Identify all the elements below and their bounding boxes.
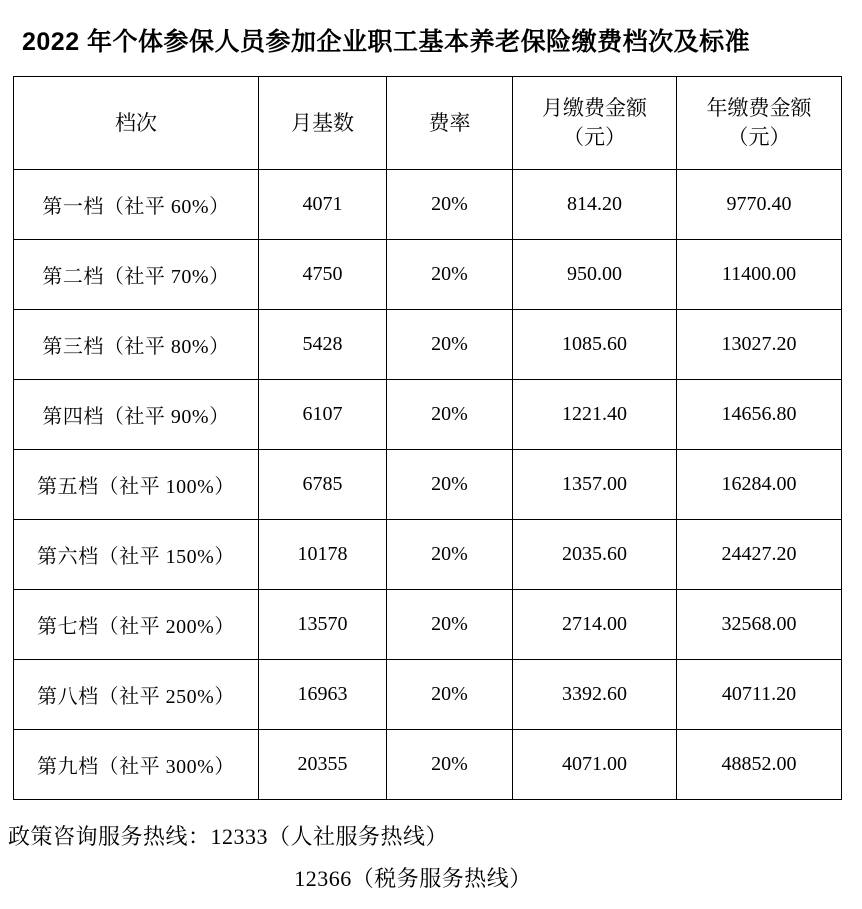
cell-base: 6107: [259, 380, 387, 450]
column-header-monthly-amount-line1: 月缴费金额: [542, 96, 647, 120]
table-row: [14, 590, 842, 660]
cell-base: 6785: [259, 450, 387, 520]
cell-tier: 第七档（社平 200%）: [14, 590, 259, 660]
cell-rate: 20%: [387, 590, 513, 660]
column-header-tier: 档次: [14, 77, 259, 170]
column-header-rate: 费率: [387, 77, 513, 170]
cell-yearly: 40711.20: [677, 660, 842, 730]
column-header-yearly-amount-line2: （元）: [727, 125, 791, 149]
column-header-yearly-amount-line1: 年缴费金额: [706, 96, 812, 120]
table-row: [14, 310, 842, 380]
cell-rate: 20%: [387, 730, 513, 800]
cell-monthly: 3392.60: [513, 660, 677, 730]
column-header-monthly-amount: [513, 77, 677, 170]
hotline-primary: 政策咨询服务热线：12333（人社服务热线）: [8, 824, 449, 849]
cell-monthly: 1221.40: [513, 380, 677, 450]
table-row: [14, 380, 842, 450]
table-row: [14, 660, 842, 730]
cell-rate: 20%: [387, 380, 513, 450]
cell-tier: 第四档（社平 90%）: [14, 380, 259, 450]
cell-base: 13570: [259, 590, 387, 660]
cell-monthly: 950.00: [513, 240, 677, 310]
table-row: [14, 730, 842, 800]
cell-yearly: 13027.20: [677, 310, 842, 380]
cell-rate: 20%: [387, 660, 513, 730]
cell-base: 10178: [259, 520, 387, 590]
cell-yearly: 16284.00: [677, 450, 842, 520]
cell-monthly: 1357.00: [513, 450, 677, 520]
cell-monthly: 4071.00: [513, 730, 677, 800]
cell-tier: 第三档（社平 80%）: [14, 310, 259, 380]
cell-tier: 第九档（社平 300%）: [14, 730, 259, 800]
cell-monthly: 1085.60: [513, 310, 677, 380]
cell-tier: 第二档（社平 70%）: [14, 240, 259, 310]
table-row: [14, 170, 842, 240]
hotline-secondary: 12366（税务服务热线）: [294, 866, 532, 891]
cell-yearly: 11400.00: [677, 240, 842, 310]
cell-rate: 20%: [387, 520, 513, 590]
cell-rate: 20%: [387, 170, 513, 240]
cell-yearly: 48852.00: [677, 730, 842, 800]
column-header-base: 月基数: [259, 77, 387, 170]
cell-tier: 第五档（社平 100%）: [14, 450, 259, 520]
table-row: [14, 240, 842, 310]
cell-monthly: 814.20: [513, 170, 677, 240]
cell-tier: 第八档（社平 250%）: [14, 660, 259, 730]
cell-monthly: 2714.00: [513, 590, 677, 660]
cell-rate: 20%: [387, 240, 513, 310]
cell-monthly: 2035.60: [513, 520, 677, 590]
table-row: [14, 520, 842, 590]
page-title: 2022 年个体参保人员参加企业职工基本养老保险缴费档次及标准: [22, 28, 751, 56]
cell-base: 20355: [259, 730, 387, 800]
column-header-monthly-amount-line2: （元）: [563, 125, 626, 149]
cell-tier: 第一档（社平 60%）: [14, 170, 259, 240]
contribution-tier-table: [13, 76, 842, 800]
cell-rate: 20%: [387, 310, 513, 380]
footer-note: [0, 800, 862, 900]
cell-yearly: 14656.80: [677, 380, 842, 450]
cell-yearly: 9770.40: [677, 170, 842, 240]
cell-base: 16963: [259, 660, 387, 730]
column-header-yearly-amount: [677, 77, 842, 170]
cell-rate: 20%: [387, 450, 513, 520]
cell-base: 4750: [259, 240, 387, 310]
cell-tier: 第六档（社平 150%）: [14, 520, 259, 590]
cell-yearly: 24427.20: [677, 520, 842, 590]
table-header-row: [14, 77, 842, 170]
table-row: [14, 450, 842, 520]
cell-yearly: 32568.00: [677, 590, 842, 660]
cell-base: 5428: [259, 310, 387, 380]
cell-base: 4071: [259, 170, 387, 240]
